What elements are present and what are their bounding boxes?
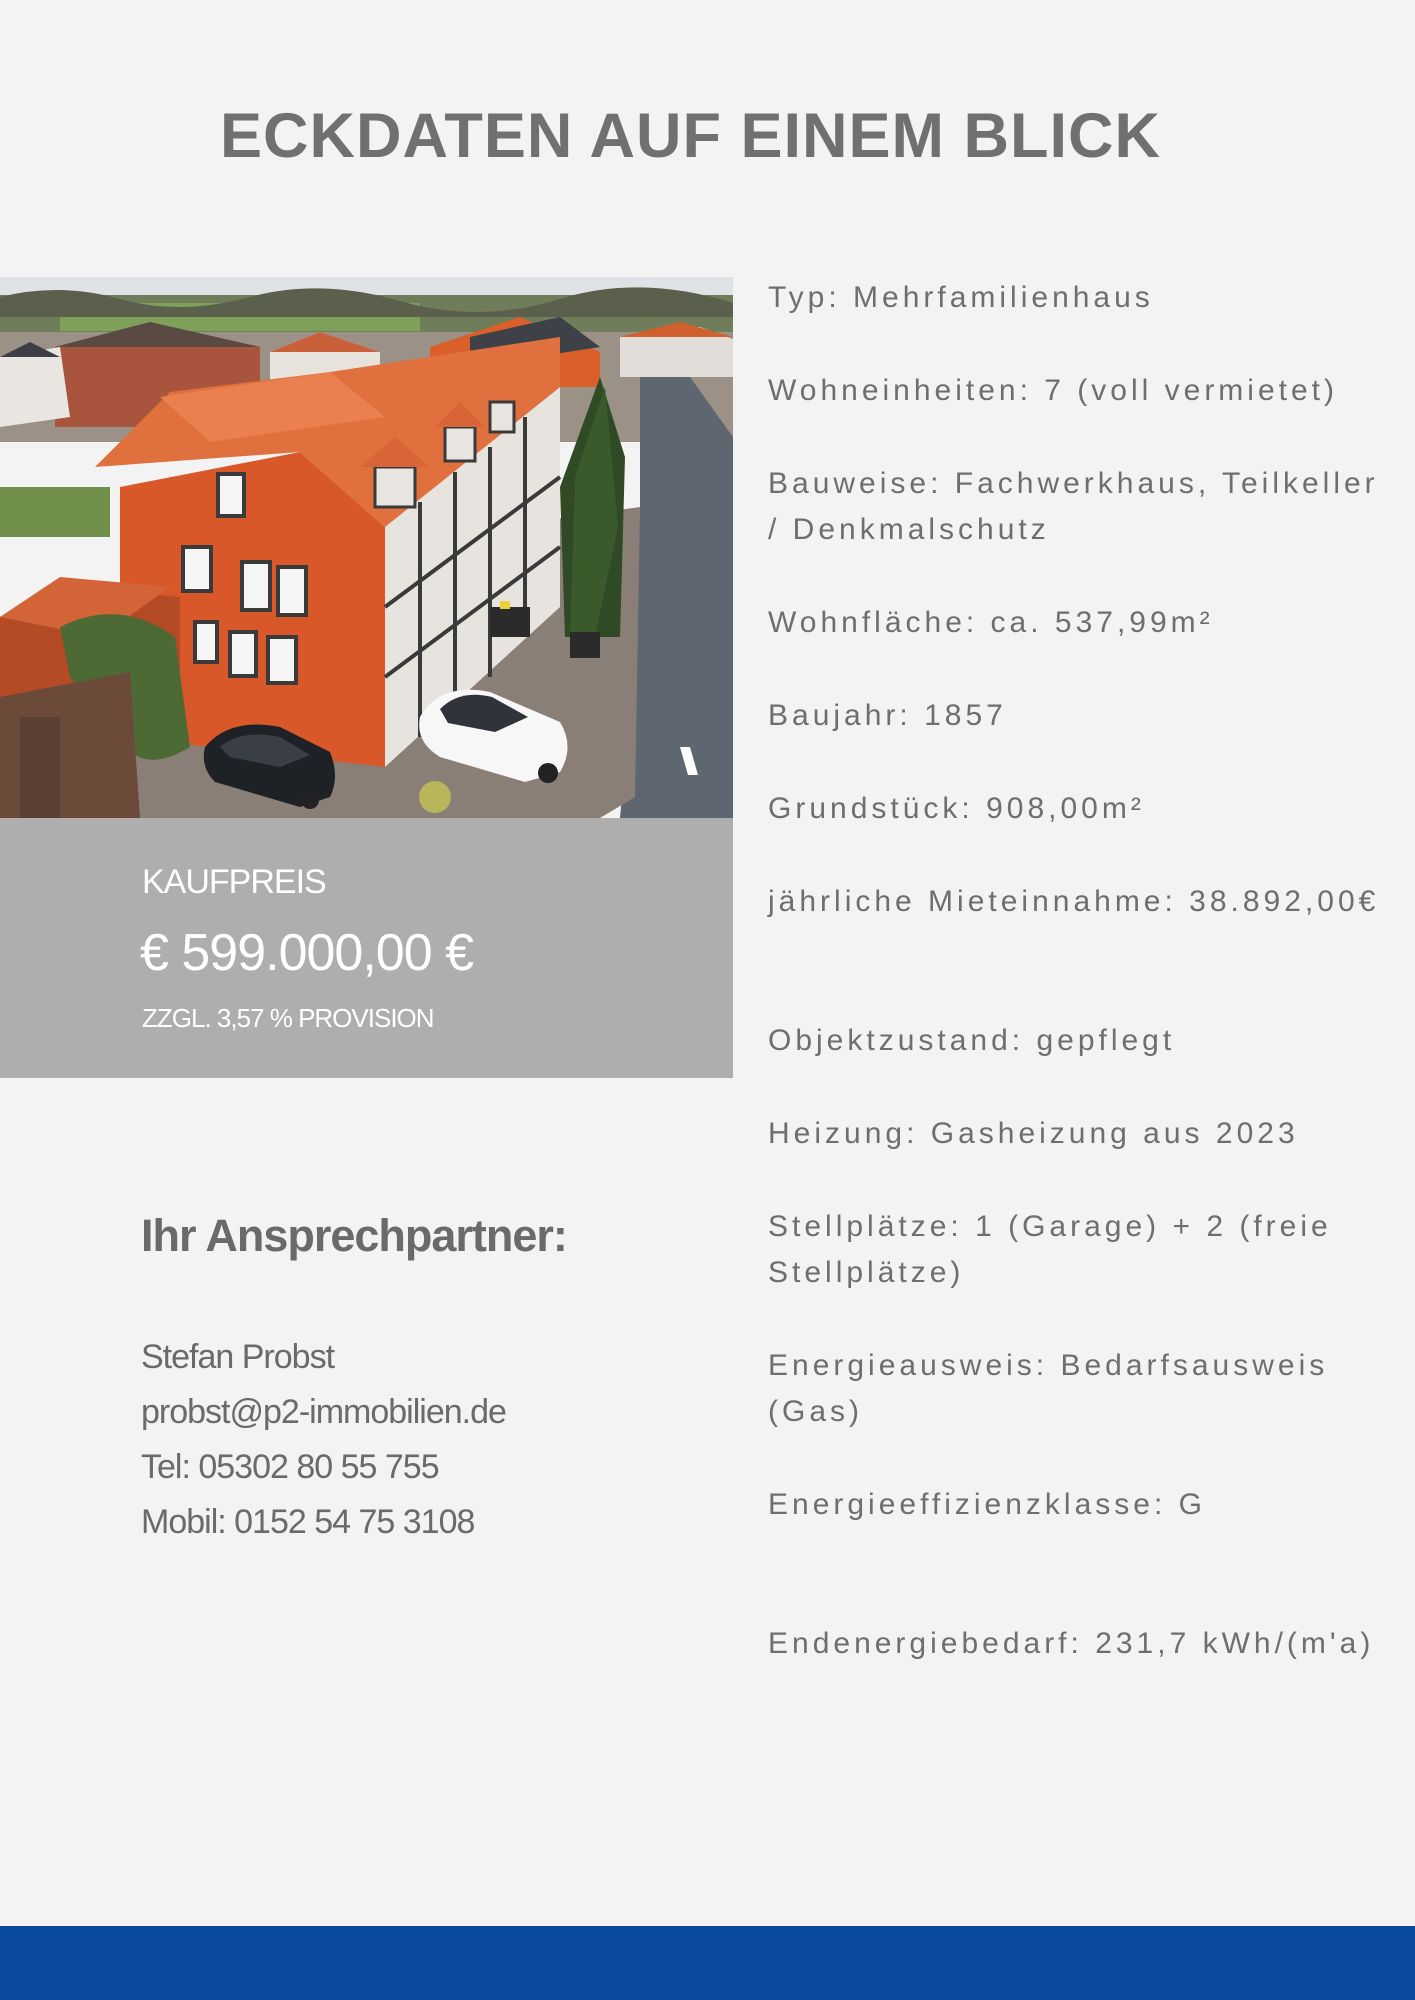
fact-heating: Heizung: Gasheizung aus 2023 (768, 1117, 1299, 1150)
fact-parking: Stellplätze: 1 (Garage) + 2 (freie Stellplätze) (768, 1210, 1332, 1289)
price-value: € 599.000,00 € (140, 924, 473, 982)
fact-rental-income: jährliche Mieteinnahme: 38.892,00€ (768, 885, 1380, 918)
contact-phone[interactable]: Tel: 05302 80 55 755 (141, 1448, 439, 1486)
property-photo (0, 277, 733, 818)
contact-heading: Ihr Ansprechpartner: (141, 1210, 567, 1261)
fact-year-built: Baujahr: 1857 (768, 699, 1007, 732)
fact-condition: Objektzustand: gepflegt (768, 1024, 1176, 1057)
fact-living-area: Wohnfläche: ca. 537,99m² (768, 606, 1214, 639)
fact-efficiency-class: Energieeffizienzklasse: G (768, 1488, 1206, 1521)
fact-type: Typ: Mehrfamilienhaus (768, 281, 1154, 314)
page-title: ECKDATEN AUF EINEM BLICK (220, 101, 1161, 171)
fact-plot-size: Grundstück: 908,00m² (768, 792, 1145, 825)
fact-energy-demand: Endenergiebedarf: 231,7 kWh/(m'a) (768, 1627, 1375, 1660)
contact-mobile[interactable]: Mobil: 0152 54 75 3108 (141, 1503, 475, 1541)
commission-note: ZZGL. 3,57 % PROVISION (142, 1003, 434, 1033)
fact-energy-certificate: Energieausweis: Bedarfsausweis (Gas) (768, 1349, 1329, 1428)
fact-units: Wohneinheiten: 7 (voll vermietet) (768, 374, 1338, 407)
fact-construction: Bauweise: Fachwerkhaus, Teilkeller / Denkmalschutz (768, 467, 1379, 546)
price-label: KAUFPREIS (142, 863, 326, 901)
price-box (0, 818, 733, 1078)
contact-name: Stefan Probst (141, 1338, 335, 1376)
contact-details (141, 1330, 506, 1550)
footer-bar (0, 1926, 1415, 2000)
contact-email[interactable]: probst@p2-immobilien.de (141, 1393, 506, 1431)
